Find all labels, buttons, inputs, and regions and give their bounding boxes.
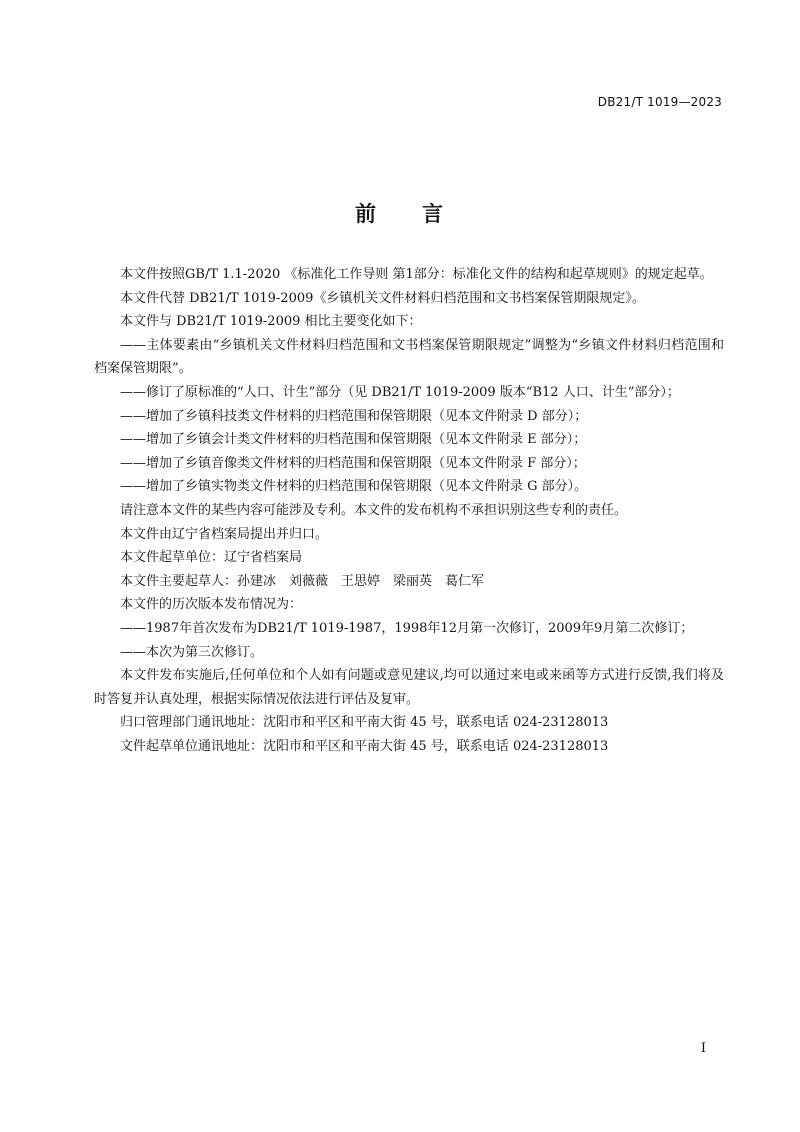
change-item: ——增加了乡镇科技类文件材料的归档范围和保管期限（见本文件附录 D 部分）； [120,408,588,424]
title-char-2: 言 [422,202,445,226]
paragraph-drafters: 本文件主要起草人：孙建冰 刘薇薇 王思婷 梁丽英 葛仁军 [120,573,485,589]
change-item: ——增加了乡镇会计类文件材料的归档范围和保管期限（见本文件附录 E 部分）； [120,432,587,448]
change-item: ——增加了乡镇实物类文件材料的归档范围和保管期限（见本文件附录 G 部分）。 [120,479,588,495]
history-item: ——本次为第三次修订。 [120,644,264,660]
change-item: ——增加了乡镇音像类文件材料的归档范围和保管期限（见本文件附录 F 部分）； [120,455,586,471]
title-char-1: 前 [355,202,378,226]
foreword-body [94,263,724,758]
paragraph-history-intro: 本文件的历次版本发布情况为： [120,597,303,613]
paragraph-feedback: 本文件发布实施后,任何单位和个人如有问题或意见建议,均可以通过来电或来函等方式进行反馈,我们将及时答复并认真处理，根据实际情况依法进行评估及复审。 [94,668,724,707]
paragraph-proposer: 本文件由辽宁省档案局提出并归口。 [120,526,329,542]
paragraph-changes-intro: 本文件与 DB21/T 1019-2009 相比主要变化如下： [120,314,422,330]
history-item: ——1987年首次发布为DB21/T 1019-1987，1998年12月第一次修订，2009年9月第二次修订； [120,620,694,636]
paragraph-drafting-basis: 本文件按照GB/T 1.1-2020 《标准化工作导则 第1部分：标准化文件的结构和起草规则》的规定起草。 [120,267,713,282]
page-title [0,198,800,228]
paragraph-drafting-unit: 本文件起草单位：辽宁省档案局 [120,550,303,566]
change-item: ——修订了原标准的“人口、计生”部分（见 DB21/T 1019-2009 版本“B12 人口、计生”部分）； [120,384,680,400]
paragraph-replaces: 本文件代替 DB21/T 1019-2009《乡镇机关文件材料归档范围和文书档案保管期限规定》。 [120,290,645,306]
paragraph-admin-address: 归口管理部门通讯地址：沈阳市和平区和平南大街 45 号，联系电话 024-23128013 [120,715,609,731]
page-number: I [700,1041,706,1056]
document-code: DB21/T 1019—2023 [597,95,722,109]
paragraph-patent-notice: 请注意本文件的某些内容可能涉及专利。本文件的发布机构不承担识别这些专利的责任。 [120,502,628,518]
paragraph-drafter-address: 文件起草单位通讯地址：沈阳市和平区和平南大街 45 号，联系电话 024-23128013 [120,738,609,754]
change-item: ——主体要素由“乡镇机关文件材料归档范围和文书档案保管期限规定”调整为“乡镇文件材料归档范围和档案保管期限”。 [94,337,724,377]
